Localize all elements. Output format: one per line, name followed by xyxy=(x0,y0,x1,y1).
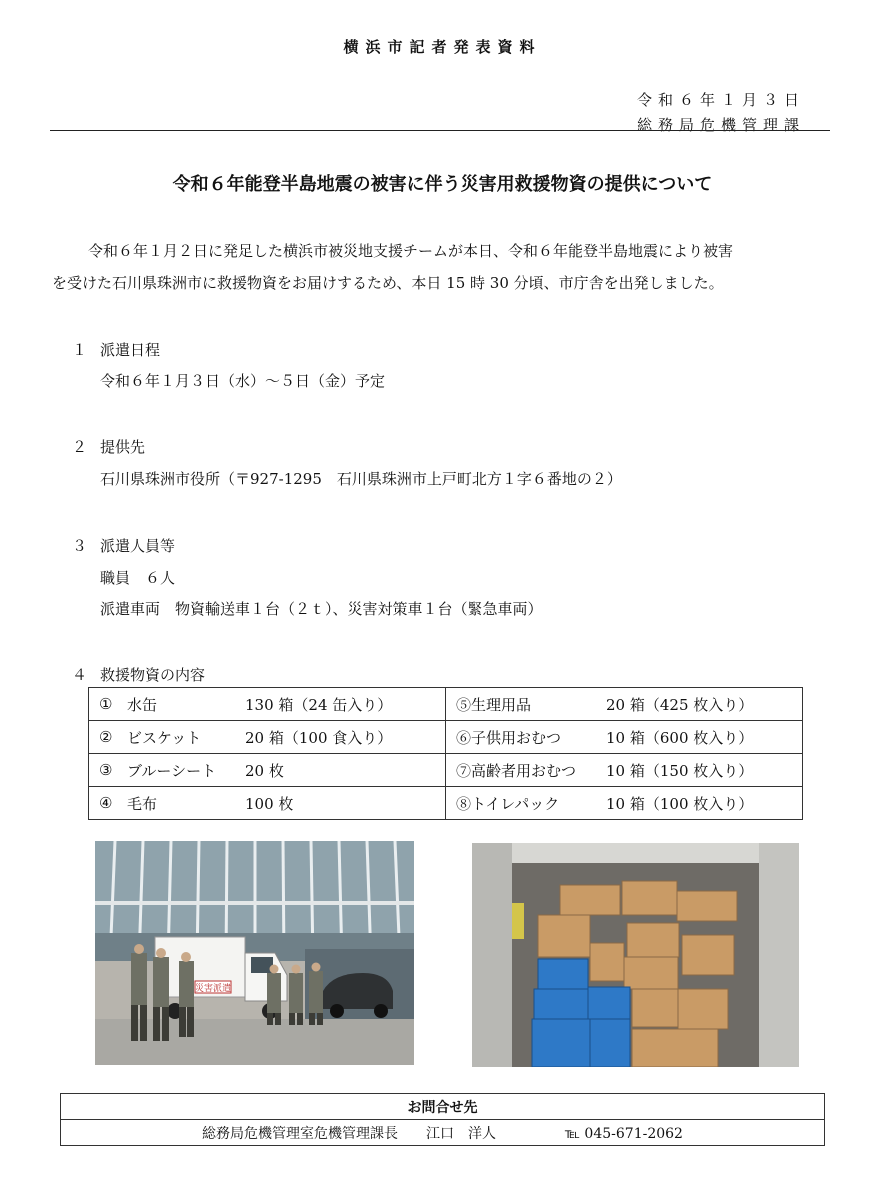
goods-quantity: 10 箱（150 枚入り） xyxy=(606,761,754,780)
phone-icon: ℡ xyxy=(564,1125,580,1142)
goods-name: ビスケット xyxy=(127,728,202,747)
goods-number: ⑧ xyxy=(456,794,472,813)
goods-name: トイレパック xyxy=(471,794,560,813)
goods-quantity: 10 箱（600 枚入り） xyxy=(606,728,754,747)
goods-name: 子供用おむつ xyxy=(471,728,562,747)
goods-quantity: 130 箱（24 缶入り） xyxy=(245,695,393,714)
table-row xyxy=(89,754,803,787)
goods-name: 水缶 xyxy=(127,695,158,714)
goods-number: ⑦ xyxy=(456,761,472,780)
section-1-line-1: 令和６年１月３日（水）～５日（金）予定 xyxy=(100,372,386,390)
goods-quantity: 20 箱（100 食入り） xyxy=(245,728,393,747)
goods-quantity: 10 箱（100 枚入り） xyxy=(606,794,754,813)
issuing-department: 総務局危機管理課 xyxy=(636,116,805,134)
intro-paragraph xyxy=(52,235,815,299)
section-2-line-1: 石川県珠洲市役所（〒927-1295 石川県珠洲市上戸町北方１字６番地の２） xyxy=(100,470,622,488)
contact-phone: 045-671-2062 xyxy=(584,1125,683,1142)
goods-name: 高齢者用おむつ xyxy=(471,761,577,780)
contact-heading: お問合せ先 xyxy=(61,1094,825,1120)
goods-cell-left-1 xyxy=(89,688,446,721)
goods-quantity: 20 箱（425 枚入り） xyxy=(606,695,754,714)
section-3-heading: 派遣人員等 xyxy=(100,537,176,555)
goods-quantity: 20 枚 xyxy=(245,761,284,780)
goods-number: ① xyxy=(99,695,113,713)
goods-name: ブルーシート xyxy=(127,761,217,780)
contact-details xyxy=(61,1120,825,1146)
table-row xyxy=(89,688,803,721)
truck-sign-text: 災害派遣 xyxy=(194,984,232,994)
goods-name: 毛布 xyxy=(127,794,158,813)
goods-quantity: 100 枚 xyxy=(245,794,294,813)
section-4-heading: 救援物資の内容 xyxy=(100,666,206,684)
contact-name: 総務局危機管理室危機管理課長 江口 洋人 xyxy=(202,1125,497,1142)
section-3-line-2: 派遣車両 物資輸送車１台（２ｔ）、災害対策車１台（緊急車両） xyxy=(100,600,543,618)
goods-name: 生理用品 xyxy=(471,695,532,714)
relief-goods-table xyxy=(88,687,803,820)
goods-cell-left-4 xyxy=(89,787,446,820)
goods-cell-left-2 xyxy=(89,721,446,754)
goods-cell-right-2 xyxy=(446,721,803,754)
table-row xyxy=(89,721,803,754)
section-3-line-1: 職員 ６人 xyxy=(100,569,176,587)
section-2-number: ２ xyxy=(72,438,88,456)
goods-number: ③ xyxy=(99,761,113,779)
section-4-number: ４ xyxy=(72,666,88,684)
intro-line-1: 令和６年１月２日に発足した横浜市被災地支援チームが本日、令和６年能登半島地震により被害 xyxy=(88,242,734,260)
goods-cell-right-1 xyxy=(446,688,803,721)
section-3-number: ３ xyxy=(72,537,88,555)
goods-number: ② xyxy=(99,728,113,746)
goods-cell-left-3 xyxy=(89,754,446,787)
section-2-heading: 提供先 xyxy=(100,438,146,456)
goods-number: ⑥ xyxy=(456,728,472,747)
contact-box xyxy=(60,1093,825,1146)
section-1-number: １ xyxy=(72,341,88,359)
goods-number: ⑤ xyxy=(456,695,472,714)
header-divider xyxy=(50,130,830,131)
document-title: 令和６年能登半島地震の被害に伴う災害用救援物資の提供について xyxy=(172,174,713,195)
table-row xyxy=(89,787,803,820)
issue-date: 令和６年１月３日 xyxy=(636,91,805,109)
team-departure-photo xyxy=(95,841,414,1065)
press-release-header: 横浜市記者発表資料 xyxy=(343,38,542,56)
intro-line-2: を受けた石川県珠洲市に救援物資をお届けするため、本日 15 時 30 分頃、市庁舎を出発しました。 xyxy=(52,274,724,292)
section-1-heading: 派遣日程 xyxy=(100,341,161,359)
goods-number: ④ xyxy=(99,794,113,812)
goods-cell-right-3 xyxy=(446,754,803,787)
relief-cargo-photo xyxy=(472,843,799,1067)
goods-cell-right-4 xyxy=(446,787,803,820)
